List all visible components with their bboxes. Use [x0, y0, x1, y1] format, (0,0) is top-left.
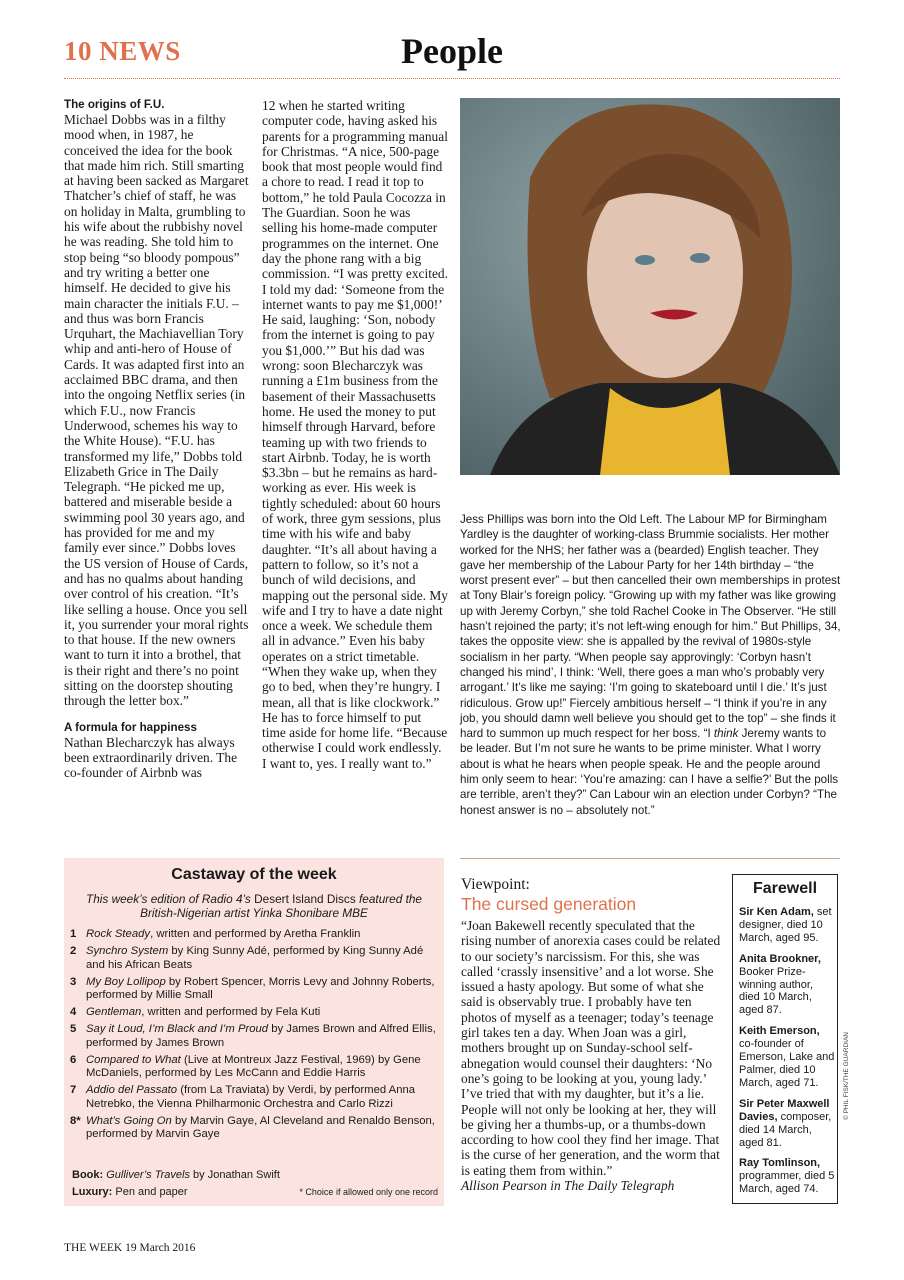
article-heading-happiness: A formula for happiness	[64, 720, 197, 734]
track-number: 7	[70, 1084, 77, 1097]
farewell-detail: programmer, died 5 March, aged 74.	[739, 1170, 835, 1196]
track-detail: by King Sunny Adé, performed by King Sunny Adé and his African Beats	[86, 944, 424, 971]
track-song: Addio del Passato	[86, 1084, 178, 1097]
farewell-name: Keith Emerson,	[739, 1025, 820, 1038]
book-label: Book:	[72, 1169, 104, 1181]
castaway-track	[70, 1115, 440, 1142]
castaway-track	[70, 1006, 440, 1020]
track-text	[86, 1023, 440, 1050]
track-text	[86, 945, 440, 972]
track-number: 2	[70, 944, 77, 957]
photo-credit: © PHIL FISK/THE GUARDIAN	[843, 1032, 850, 1120]
article-column-1	[64, 98, 250, 780]
track-text	[86, 1115, 440, 1142]
track-number: 3	[70, 975, 77, 988]
article-column-2	[262, 98, 448, 771]
article-body-happiness-cont: 12 when he started writing computer code, having asked his parents for a programming manual for Christmas. “A nice, 500-page book that most people would find a chore to read. I read it top to bottom,” he told Paula Cocozza in The Guardian. Soon he was selling his home-made computer programmes on the internet. One day the phone rang with a big commission. “I was pretty excited. I told my dad: ‘Someone from the internet wants to pay me $1,000!’ He said, laughing: ‘Son, nobody from the internet is going to pay you $1,000.’” But his dad was wrong: soon Blecharczyk was running a £1m business from the basement of their Massachusetts home. He used the money to put himself through Harvard, before teaming up with two friends to start Airbnb. Today, he is worth $3.3bn – but he remains as hard-working as ever. His week is tightly scheduled: about 60 hours of work, three gym sessions, plus time with his wife and baby daughter. “It’s all about having a pattern to follow, so it’s not a bunch of wild decisions, and mapping out the personal side. My wife and I try to have a date night once a week. We schedule them all in advance.” Even his baby operates on a strict timetable. “When they wake up, when they go to bed, when they’re hungry. I mean, all that is like clockwork.” He has to force himself to put time aside for home life. “Because otherwise I could work endlessly. I want to, yes. I really want to.”	[262, 98, 448, 771]
track-number: 8*	[70, 1114, 81, 1127]
luxury-label: Luxury:	[72, 1186, 113, 1198]
farewell-name: Sir Peter Maxwell Davies,	[739, 1097, 830, 1123]
track-number: 1	[70, 928, 77, 940]
farewell-list	[739, 906, 835, 1204]
farewell-name: Ray Tomlinson,	[739, 1157, 821, 1170]
castaway-title: Castaway of the week	[171, 866, 337, 883]
farewell-detail: co-founder of Emerson, Lake and Palmer, died 10 March, aged 71.	[739, 1038, 835, 1089]
farewell-title: Farewell	[752, 880, 818, 897]
article-body-origins: Michael Dobbs was in a filthy mood when, in 1987, he conceived the idea for the book that made him rich. Still smarting at having been sacked as Margaret Thatcher’s chief of staff, he was on holiday in Malta, grumbling to his wife about the rubbishy novel he was reading. She told him to stop being “so bloody pompous” and try writing a better one himself. He decided to give his main character the initials F.U. – and thus was born Francis Urquhart, the Machiavellian Tory whip and anti-hero of House of Cards. It was adapted first into an acclaimed BBC drama, and then into the ongoing Netflix series (in which F.U., now Francis Underwood, schemes his way to the White House). “F.U. has transformed my life,” Dobbs told Elizabeth Grice in The Daily Telegraph. “He picked me up, battered and miserable beside a swimming pool 30 years ago, and has provided for me and my family ever since.” Dobbs loves the US version of House of Cards, and has no qualms about handing over control of his creation. “It’s like selling a house. Once you sell it, you surrender your moral rights to that house. If the new owners want to turn it into a brothel, that is their right and there’s no point sitting on the doorstep shouting through the letter box.”	[64, 112, 249, 709]
farewell-item	[739, 1157, 835, 1196]
viewpoint-attribution: Allison Pearson in The Daily Telegraph	[461, 1178, 675, 1194]
track-detail: (Live at Montreux Jazz Festival, 1969) by Gene McDaniels, performed by Les McCann and Eddie Harris	[86, 1053, 421, 1080]
section-name: NEWS	[99, 36, 181, 66]
track-number: 5	[70, 1023, 77, 1036]
farewell-name: Sir Ken Adam,	[739, 906, 814, 918]
farewell-item	[739, 1098, 835, 1150]
castaway-intro-a: This week’s edition of Radio 4’s	[86, 892, 255, 906]
track-song: What’s Going On	[86, 1114, 172, 1127]
castaway-track-list	[70, 928, 440, 1145]
farewell-item	[739, 953, 835, 1018]
track-song: Rock Steady	[86, 928, 151, 940]
caption-divider	[460, 858, 840, 859]
book-author: by Jonathan Swift	[189, 1169, 280, 1181]
track-number: 6	[70, 1053, 77, 1066]
castaway-footer	[72, 1167, 438, 1201]
article-heading-origins: The origins of F.U.	[64, 98, 165, 111]
track-text	[86, 928, 440, 942]
caption-text-b: Jeremy wants to be leader. But I’m not sure he wants to be prime minister. What I worry about is what he hears when people speak. He and the people around him only seem to hear: ‘You’re amazing: can I have a selfie?’ But the polls are terrible, aren’t they?” Can Labour win an election under Corbyn? “The honest answer is no – absolutely not.”	[460, 727, 839, 817]
farewell-name: Anita Brookner,	[739, 952, 821, 965]
viewpoint-label: Viewpoint:	[461, 876, 530, 893]
page-number: 10	[64, 36, 92, 66]
photo-caption	[460, 512, 842, 818]
luxury-value: Pen and paper	[115, 1186, 188, 1198]
track-text	[86, 976, 440, 1003]
book-title: Gulliver’s Travels	[106, 1169, 190, 1181]
castaway-intro-show: Desert Island Discs	[254, 892, 356, 906]
castaway-track	[70, 976, 440, 1003]
castaway-track	[70, 945, 440, 972]
page-title: People	[401, 31, 503, 71]
track-number: 4	[70, 1006, 77, 1019]
track-text	[86, 1006, 440, 1020]
article-body-happiness-start: Nathan Blecharczyk has always been extraordinarily driven. The co-founder of Airbnb was	[64, 734, 238, 781]
track-detail: by James Brown and Alfred Ellis, performed by James Brown	[86, 1023, 436, 1049]
track-song: Compared to What	[86, 1053, 181, 1066]
caption-emphasis: think	[713, 727, 739, 741]
farewell-item	[739, 906, 835, 945]
farewell-detail: Booker Prize-winning author, died 10 March, aged 87.	[739, 965, 813, 1017]
farewell-detail: composer, died 14 March, aged 81.	[739, 1110, 832, 1149]
castaway-note: * Choice if allowed only one record	[299, 1187, 438, 1197]
farewell-detail: set designer, died 10 March, aged 95.	[739, 906, 832, 944]
track-song: Say it Loud, I’m Black and I’m Proud	[86, 1023, 269, 1036]
track-song: Gentleman	[86, 1006, 142, 1019]
viewpoint-title: The cursed generation	[461, 894, 637, 914]
caption-text-a: Jess Phillips was born into the Old Left. The Labour MP for Birmingham Yardley is the daughter of working-class Brummie socialists. Her mother worked for the NHS; her father was a (bearded) English teacher. They gave her membership of the Labour Party for her 14th birthday – “the worst present ever” – but then cancelled their own memberships in protest at Tony Blair’s foreign policy. “Growing up with my father was like growing up with Jeremy Corbyn,” she told Rachel Cooke in The Observer. “He still hasn’t rejoined the party; it’s not left-wing enough for him.” But Phillips, 34, takes the opposite view: she is appalled by the revival of 1980s-style socialism in her party. “When people say approvingly: ‘Corbyn hasn’t changed his mind’, I think: ‘Well, there goes a man who’s probably very arrogant.’ It’s like me saying: ‘I’m going to skateboard until I die.’ It’s just ridiculous. Grow up!” Fiercely ambitious herself – “I think if you’re in any job, you should damn well believe you should get to the top” – she finds it hard to summon up much respect for her boss. “I	[460, 513, 841, 741]
track-detail: , written and performed by Fela Kuti	[141, 1006, 321, 1019]
track-text	[86, 1054, 440, 1081]
viewpoint-quote: “Joan Bakewell recently speculated that the rising number of anorexia cases could be related to our society’s narcissism. For this, she was called ‘crassly insensitive’ and a lot worse. She issued a hasty apology. But some of what she said is observably true. I probably have ten photos of myself as a teenager; today’s teenage girl takes ten a day. When Joan was a girl, mothers brought up on Sunday-school self-abnegation would counsel their daughters: ‘No one’s going to be looking at you, young lady.’ I’ve tried that with my daughter, but it’s a lie. People will not only be looking at her, they will be giving her a thumbs-up, or a thumbs-down according to how cool they find her image. That is the curse of her generation, and the worm that is eating them from within.”	[461, 918, 721, 1178]
castaway-track	[70, 928, 440, 942]
portrait-photo	[460, 98, 840, 475]
track-song: Synchro System	[86, 944, 169, 957]
castaway-intro	[70, 892, 438, 920]
viewpoint-body	[461, 918, 723, 1193]
track-text	[86, 1084, 440, 1111]
header-divider	[64, 78, 840, 79]
page-footer: THE WEEK 19 March 2016	[64, 1242, 196, 1254]
track-detail: (from La Traviata) by Verdi, by performed Anna Netrebko, the Vienna Philharmonic Orchestra and Carlo Rizzi	[86, 1084, 416, 1110]
track-song: My Boy Lollipop	[86, 975, 166, 988]
track-detail: by Marvin Gaye, Al Cleveland and Renaldo Benson, performed by Marvin Gaye	[86, 1114, 435, 1141]
track-detail: by Robert Spencer, Morris Levy and Johnny Roberts, performed by Millie Small	[86, 975, 435, 1002]
castaway-intro-c: featured the British-Nigerian artist Yinka Shonibare MBE	[140, 892, 422, 920]
castaway-track	[70, 1054, 440, 1081]
castaway-book	[72, 1167, 438, 1184]
track-detail: , written and performed by Aretha Franklin	[150, 928, 361, 940]
castaway-track	[70, 1023, 440, 1050]
castaway-track	[70, 1084, 440, 1111]
farewell-item	[739, 1025, 835, 1090]
